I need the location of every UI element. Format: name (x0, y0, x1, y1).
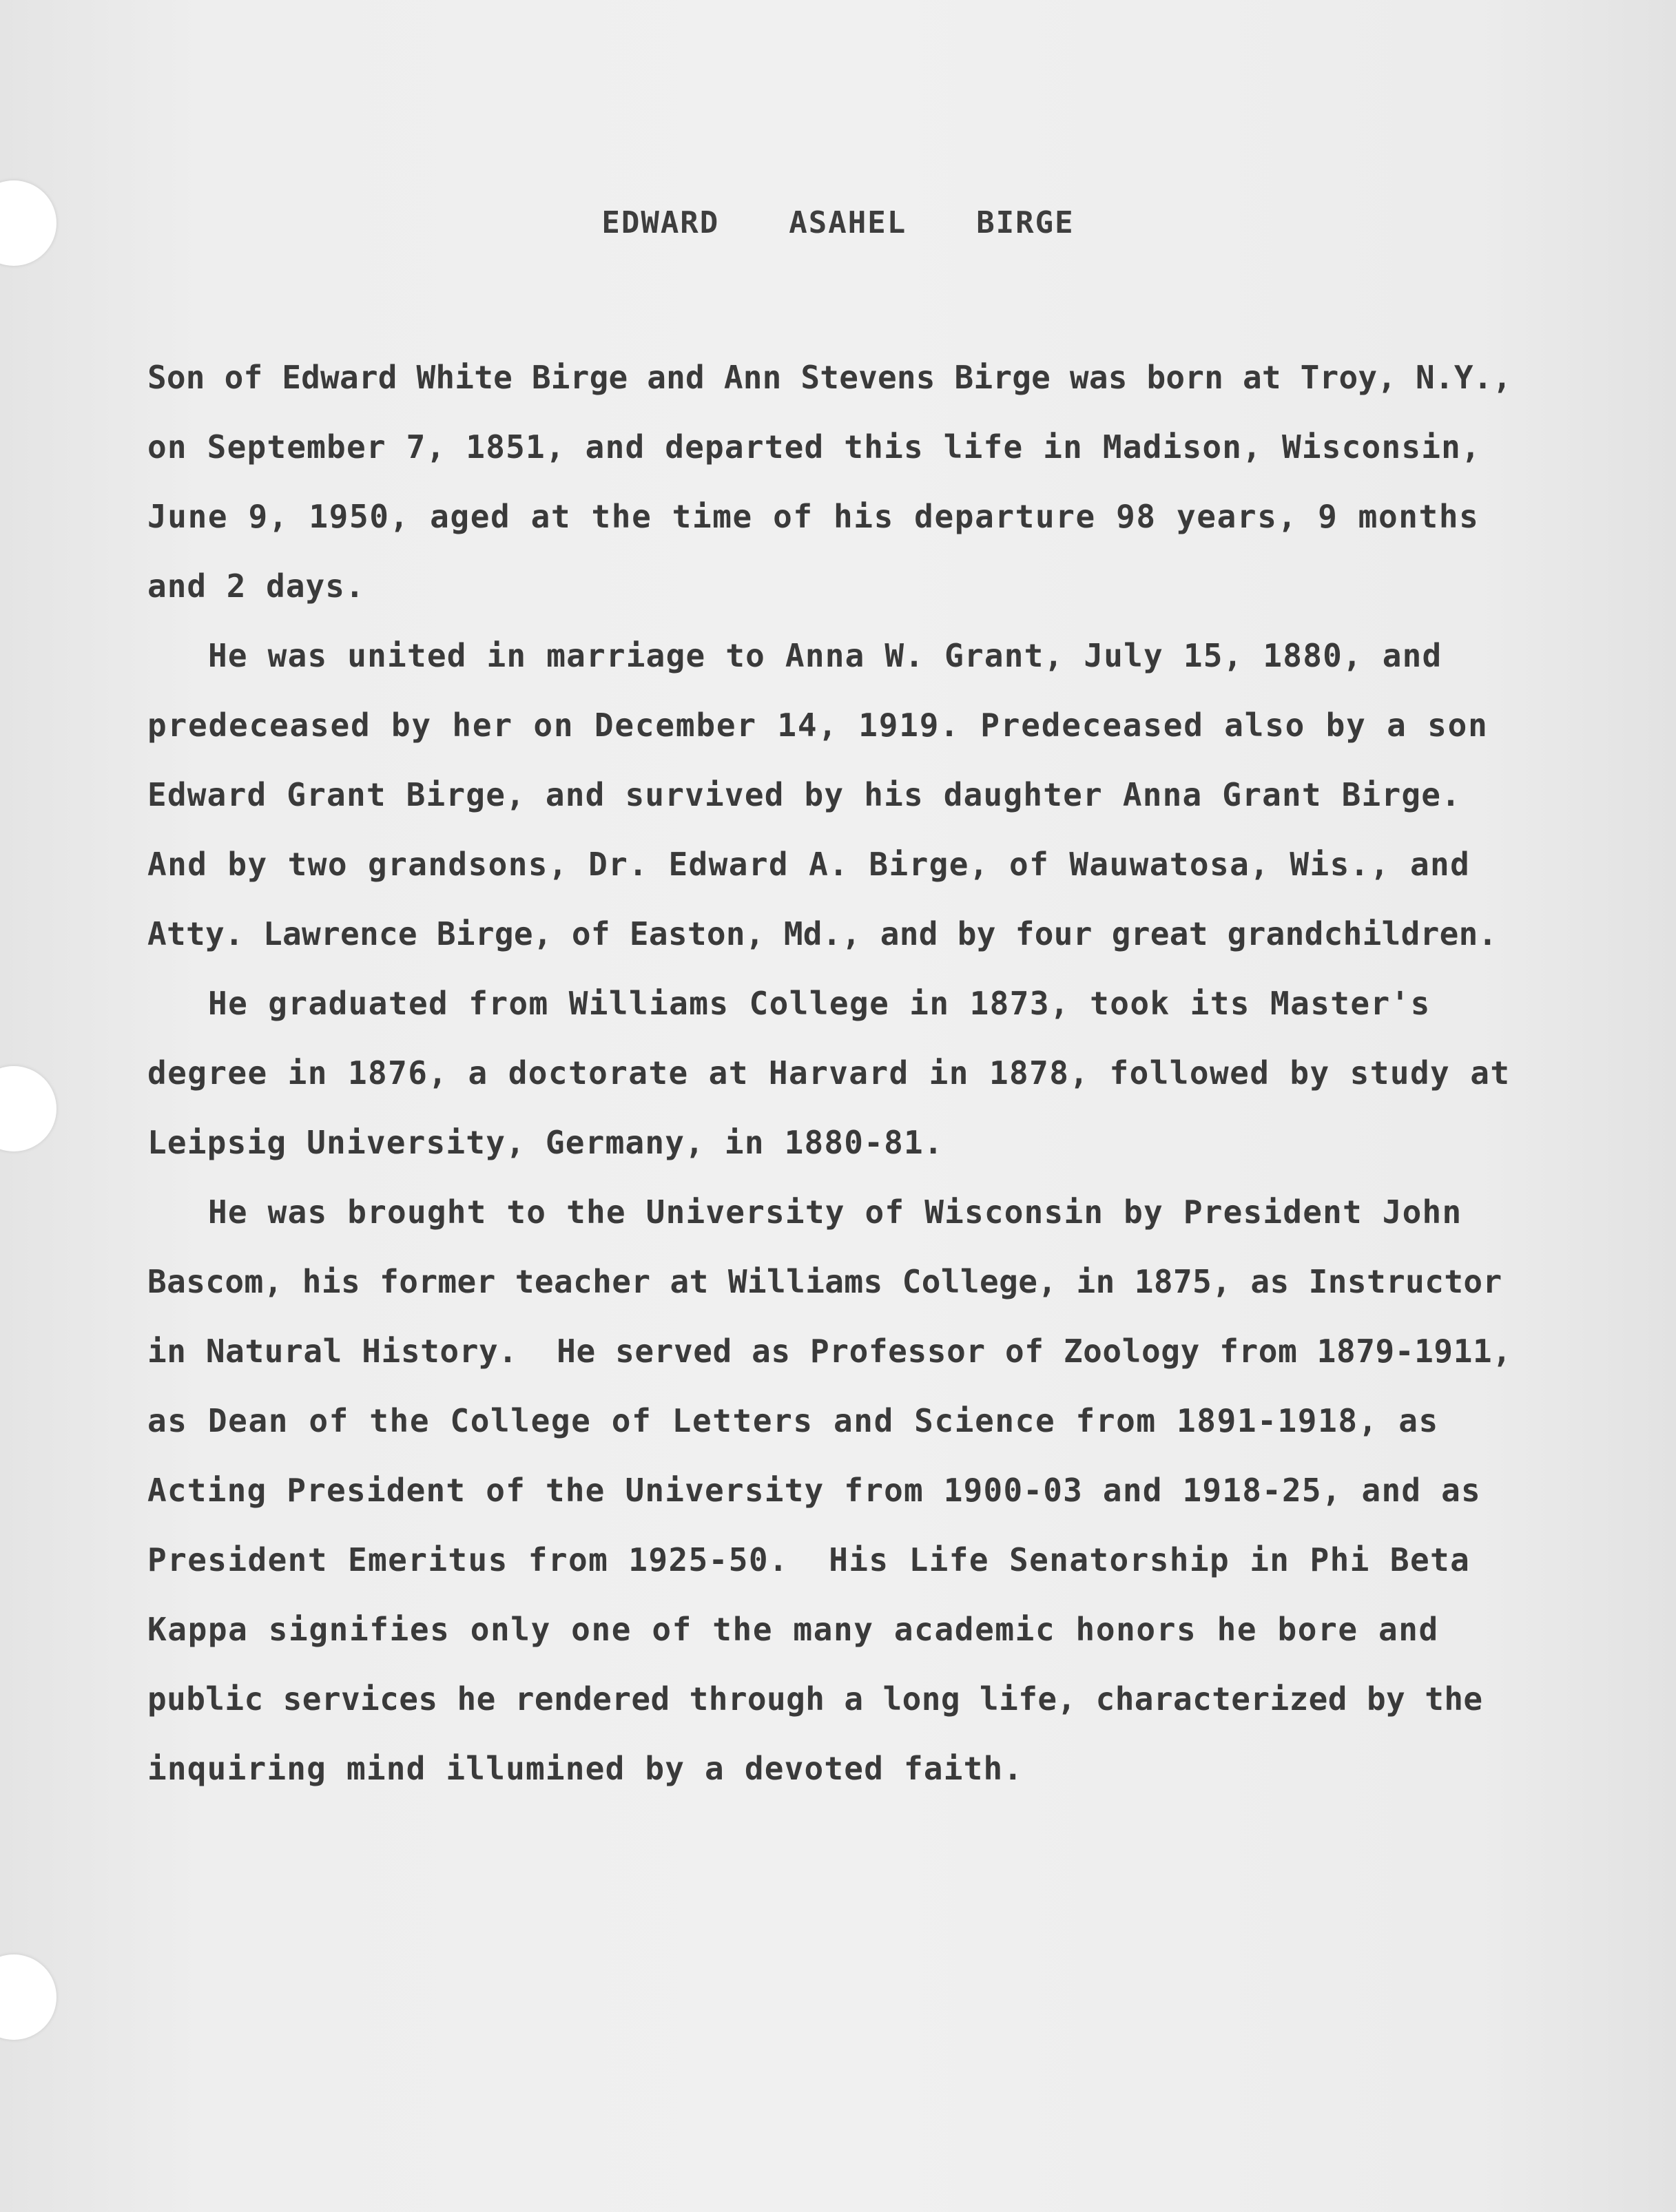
text-line: degree in 1876, a doctorate at Harvard in 1878, followed by study at (147, 1054, 1511, 1092)
punch-hole (0, 1954, 56, 2040)
text-line: President Emeritus from 1925-50. His Life Senatorship in Phi Beta (147, 1541, 1471, 1578)
punch-hole (0, 1066, 56, 1151)
text-line: Edward Grant Birge, and survived by his daughter Anna Grant Birge. (147, 776, 1462, 813)
text-line: And by two grandsons, Dr. Edward A. Birge, of Wauwatosa, Wis., and (147, 846, 1471, 883)
document-body (147, 343, 1608, 1804)
text-line: He graduated from Williams College in 1873, took its Master's (208, 985, 1431, 1022)
text-line: Bascom, his former teacher at Williams College, in 1875, as Instructor (147, 1263, 1502, 1300)
text-line: public services he rendered through a long life, characterized by the (147, 1680, 1483, 1718)
text-line: as Dean of the College of Letters and Science from 1891-1918, as (147, 1402, 1439, 1439)
text-line: Son of Edward White Birge and Ann Stevens Birge was born at Troy, N.Y., (147, 359, 1512, 396)
text-line: on September 7, 1851, and departed this life in Madison, Wisconsin, (147, 428, 1481, 466)
document-title: EDWARD ASAHEL BIRGE (601, 205, 1075, 240)
text-line: in Natural History. He served as Professor of Zoology from 1879-1911, (147, 1333, 1512, 1370)
text-line: He was united in marriage to Anna W. Grant, July 15, 1880, and (208, 637, 1442, 674)
text-line: June 9, 1950, aged at the time of his departure 98 years, 9 months (147, 498, 1480, 535)
text-line: Leipsig University, Germany, in 1880-81. (147, 1124, 944, 1161)
text-line: Acting President of the University from 1900-03 and 1918-25, and as (147, 1472, 1481, 1509)
text-line: predeceased by her on December 14, 1919. Predeceased also by a son (147, 707, 1489, 744)
text-line: Kappa signifies only one of the many academic honors he bore and (147, 1611, 1439, 1648)
text-line: Atty. Lawrence Birge, of Easton, Md., and by four great grandchildren. (147, 915, 1498, 952)
text-line: and 2 days. (147, 567, 365, 605)
text-line: He was brought to the University of Wisconsin by President John (208, 1193, 1462, 1231)
text-line: inquiring mind illumined by a devoted faith. (147, 1750, 1024, 1787)
